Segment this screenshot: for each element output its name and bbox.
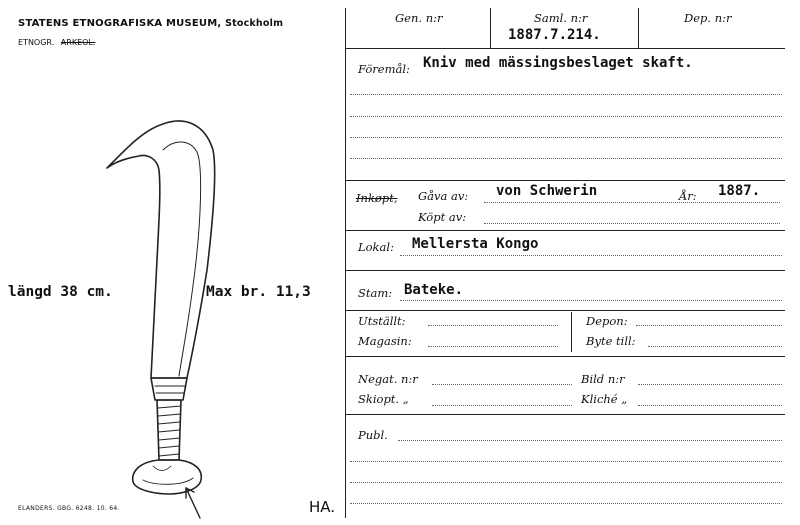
stam-label: Stam:: [358, 286, 393, 300]
rule: [648, 346, 782, 347]
utstallt-label: Utställt:: [358, 314, 406, 328]
divider: [345, 356, 785, 357]
rule: [400, 300, 782, 301]
dept-etnogr: ETNOGR.: [18, 38, 55, 47]
rule: [350, 94, 782, 95]
kopt-label: Köpt av:: [418, 210, 467, 224]
depon-label: Depon:: [586, 314, 628, 328]
inkopt-label: Inkøpt,: [356, 191, 398, 205]
foremal-label: Föremål:: [358, 62, 410, 76]
initials: HA.: [309, 498, 336, 516]
divider: [345, 270, 785, 271]
gava-label: Gåva av:: [418, 189, 469, 203]
divider: [571, 312, 572, 352]
rule: [432, 384, 572, 385]
foremal-value: Kniv med mässingsbeslaget skaft.: [423, 55, 693, 71]
divider: [345, 48, 785, 49]
printer-imprint: ELANDERS. GBG. 6248. 10. 64.: [18, 505, 120, 512]
rule: [398, 440, 782, 441]
divider: [345, 180, 785, 181]
kliche-label: Kliché „: [581, 392, 628, 406]
rule: [432, 405, 572, 406]
rule: [638, 384, 782, 385]
rule: [484, 202, 780, 203]
magasin-label: Magasin:: [358, 334, 412, 348]
ar-value: 1887.: [718, 183, 761, 199]
divider: [345, 414, 785, 415]
divider: [345, 310, 785, 311]
rule: [350, 461, 782, 462]
gava-value: von Schwerin: [496, 183, 598, 199]
department-line: [18, 38, 95, 47]
rule: [350, 503, 782, 504]
stam-value: Bateke.: [404, 282, 464, 298]
rule: [350, 158, 782, 159]
dep-label: Dep. n:r: [684, 11, 732, 25]
rule: [428, 325, 558, 326]
card-left-border: [345, 8, 346, 518]
knife-ferrule: [151, 378, 187, 400]
arrow-mark: [182, 484, 206, 520]
bild-label: Bild n:r: [581, 372, 625, 386]
skiopt-label: Skiopt. „: [358, 392, 409, 406]
byte-label: Byte till:: [586, 334, 636, 348]
knife-drawing: [95, 110, 245, 500]
saml-value: 1887.7.214.: [508, 27, 601, 43]
rule: [350, 137, 782, 138]
museum-city: Stockholm: [225, 18, 284, 29]
negat-label: Negat. n:r: [358, 372, 418, 386]
saml-label: Saml. n:r: [534, 11, 588, 25]
rule: [400, 255, 782, 256]
rule: [484, 223, 780, 224]
lokal-value: Mellersta Kongo: [412, 236, 539, 252]
ar-label: År:: [679, 189, 697, 203]
museum-title: [18, 18, 283, 29]
divider: [490, 8, 491, 48]
knife-blade: [107, 121, 215, 378]
lokal-label: Lokal:: [358, 240, 394, 254]
gen-label: Gen. n:r: [395, 11, 443, 25]
rule: [350, 482, 782, 483]
museum-name: STATENS ETNOGRAFISKA MUSEUM,: [18, 18, 222, 29]
divider: [638, 8, 639, 48]
length-text: längd 38 cm.: [8, 284, 113, 300]
max-width-text: Max br. 11,3: [206, 284, 311, 300]
dept-arkeol: ARKEOL.: [60, 38, 96, 47]
rule: [638, 405, 782, 406]
divider: [345, 230, 785, 231]
rule: [636, 325, 782, 326]
publ-label: Publ.: [358, 428, 388, 442]
rule: [428, 346, 558, 347]
rule: [350, 116, 782, 117]
